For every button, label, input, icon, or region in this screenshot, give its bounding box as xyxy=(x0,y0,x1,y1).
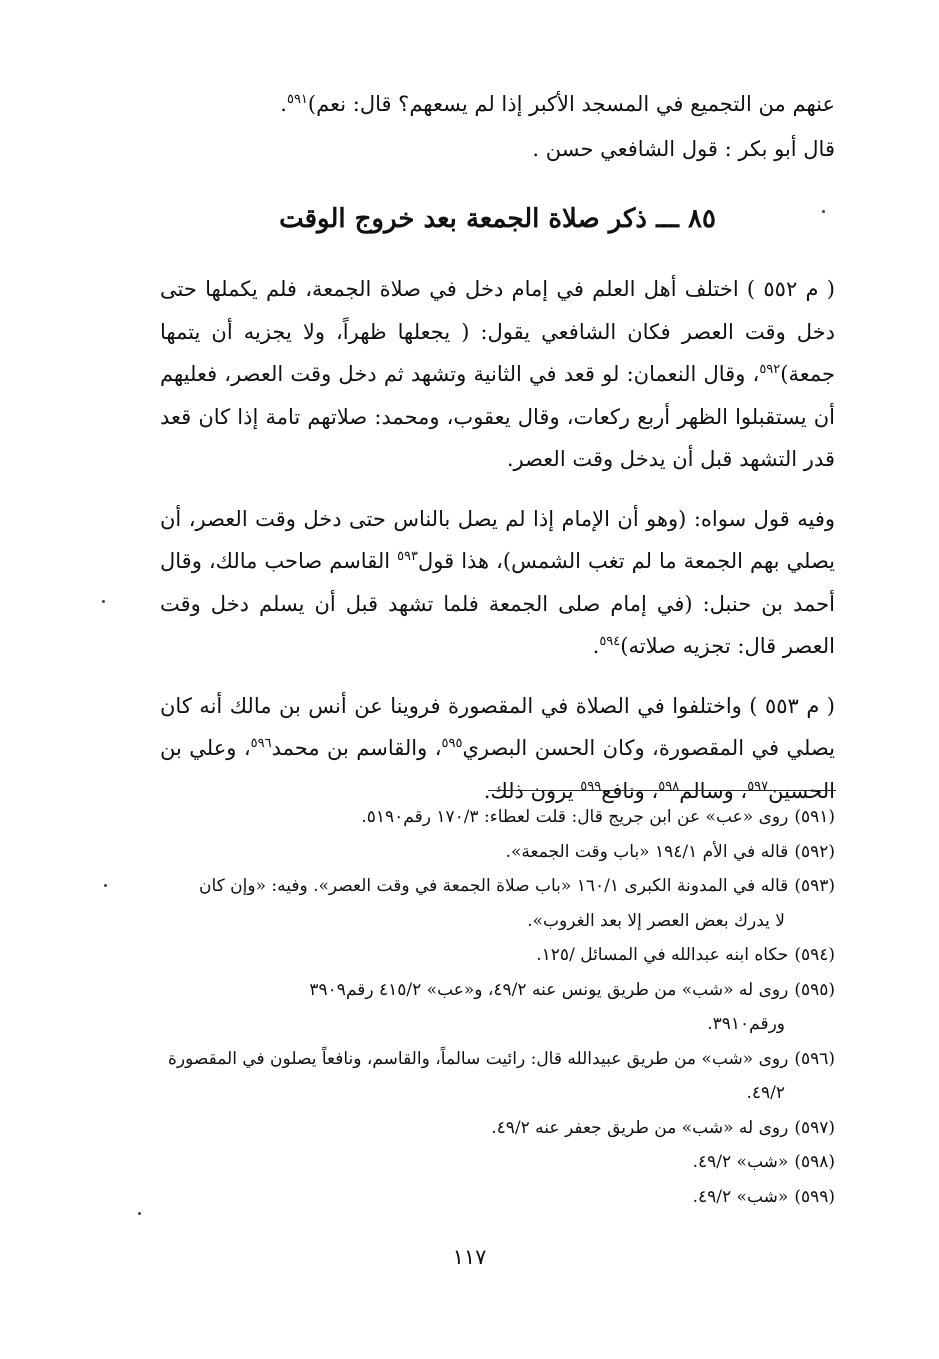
footnote-594: (٥٩٤)حكاه ابنه عبدالله في المسائل /١٢٥. xyxy=(536,945,835,965)
chapter-heading xyxy=(160,196,835,242)
chapter-title: ذكر صلاة الجمعة بعد خروج الوقت xyxy=(279,204,647,234)
chapter-dash: ـــ xyxy=(656,204,679,234)
footnote-ref-593[interactable]: ٥٩٣ xyxy=(397,549,419,564)
footnote-592: (٥٩٢)قاله في الأم ١٩٤/١ «باب وقت الجمعة». xyxy=(505,841,835,862)
scan-speck xyxy=(104,884,107,887)
intro-line-2: قال أبو بكر : قول الشافعي حسن . xyxy=(532,137,835,161)
footnote-595: (٥٩٥)روى له «شب» من طريق يونس عنه ٤٩/٢، و«عب» ٤١٥/٢ رقم٣٩٠٩ ورقم٣٩١٠. xyxy=(309,979,835,1034)
paragraph-other-view: وفيه قول سواه: (وهو أن الإمام إذا لم يصل بالناس حتى دخل وقت العصر، أن يصلي بهم الجمعة ما لم تغب الشمس)، هذا قول$^{٥٩٣}$ القاسم صاحب مالك، وقال أحمد بن حنبل: (في إمام صلى الجمعة فلما تشهد قبل أن يسلم دخل وقت العصر قال: تجزيه صلاته)$^{٥٩٤}$. xyxy=(160,506,836,658)
scan-speck xyxy=(138,1212,141,1215)
footnote-598: (٥٩٨)«شب» ٤٩/٢. xyxy=(692,1152,835,1172)
footnote-ref-591[interactable]: ٥٩١ xyxy=(286,92,308,107)
footnote-ref-597[interactable]: ٥٩٧ xyxy=(747,778,769,794)
footnote-ref-594[interactable]: ٥٩٤ xyxy=(599,634,621,649)
main-text xyxy=(160,268,835,812)
paragraph-553: ( م ٥٥٣ ) واختلفوا في الصلاة في المقصورة فروينا عن أنس بن مالك أنه كان يصلي في المقصورة، وكان الحسن البصري$^{٥٩٥}$، والقاسم بن محمد$^{٥٩٦}$، وعلي بن الحسين$^{٥٩٧}$، وسالم$^{٥٩٨}$، ونافع$^{٥٩٩}$ يرون ذلك. xyxy=(160,693,835,803)
footnote-599: (٥٩٩)«شب» ٤٩/٢. xyxy=(692,1186,835,1207)
paragraph-552: ( م ٥٥٢ ) اختلف أهل العلم في إمام دخل في صلاة الجمعة، فلم يكملها حتى دخل وقت العصر فكان الشافعي يقول: ( يجعلها ظهراً، ولا يجزيه أن يتمها جمعة)$^{٥٩٢}$، وقال النعمان: لو قعد في الثانية وتشهد ثم دخل وقت العصر، فعليهم أن يستقبلوا الظهر أربع ركعات، وقال يعقوب، ومحمد: صلاتهم تامة إذا كان قعد قدر التشهد قبل أن يدخل وقت العصر. xyxy=(160,277,835,471)
footnote-ref-599[interactable]: ٥٩٩ xyxy=(580,778,602,794)
footnotes-block xyxy=(160,800,835,1214)
footnote-597: (٥٩٧)روى له «شب» من طريق جعفر عنه ٤٩/٢. xyxy=(491,1117,835,1138)
footnote-ref-598[interactable]: ٥٩٨ xyxy=(658,778,680,794)
footnote-ref-595[interactable]: ٥٩٥ xyxy=(441,736,463,751)
footnote-596: (٥٩٦)روى «شب» من طريق عبيدالله قال: رائيت سالماً، والقاسم، ونافعاً يصلون في المقصورة ٤٩/٢. xyxy=(167,1048,835,1103)
chapter-number: ٨٥ xyxy=(687,204,716,234)
footnote-ref-596[interactable]: ٥٩٦ xyxy=(250,736,272,751)
footnote-separator xyxy=(488,790,836,791)
page-number: ١١٧ xyxy=(452,1245,487,1269)
scan-speck xyxy=(822,210,825,213)
footnote-593: (٥٩٣)قاله في المدونة الكبرى ١٦٠/١ «باب صلاة الجمعة في وقت العصر». وفيه: «وإن كان لا يدرك بعض العصر إلا بعد الغروب». xyxy=(199,876,835,931)
footnote-ref-592[interactable]: ٥٩٢ xyxy=(759,362,781,377)
scan-speck xyxy=(102,600,105,603)
intro-line-1: عنهم من التجميع في المسجد الأكبر إذا لم يسعهم؟ قال: نعم)$^{٥٩١}$. xyxy=(280,92,835,116)
intro-block xyxy=(160,82,835,172)
footnote-591: (٥٩١)روى «عب» عن ابن جريج قال: قلت لعطاء: ١٧٠/٣ رقم٥١٩٠. xyxy=(361,807,835,827)
